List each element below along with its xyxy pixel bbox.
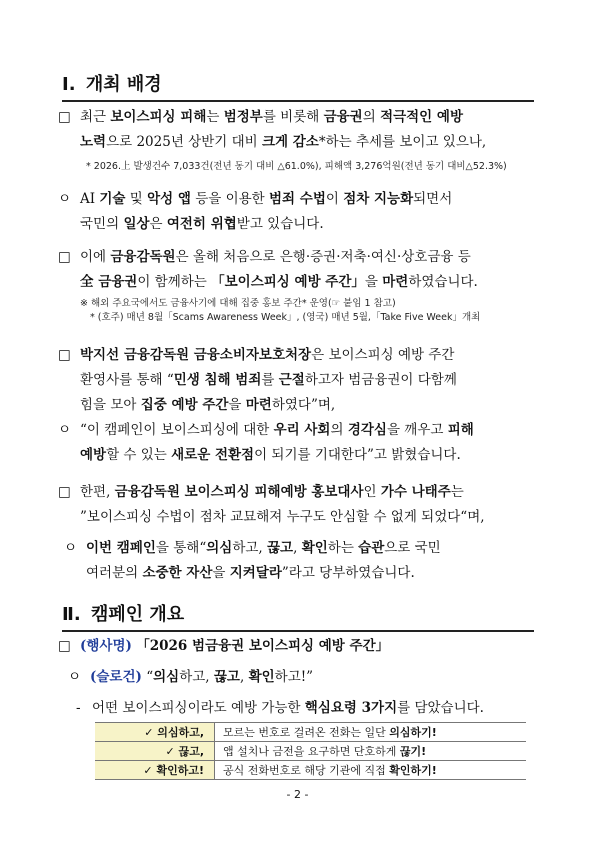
paragraph-recent-decline: □ 최근 보이스피싱 피해는 범정부를 비롯해 금융권의 적극적인 예방 노력으로 2025년 상반기 대비 크게 감소*하는 추세를 보이고 있으나, [58, 105, 538, 155]
tip-key: ✓ 확인하고! [95, 761, 215, 780]
paragraph-prevention-week: □ 이에 금융감독원은 올해 처음으로 은행·증권·저축·여신·상호금융 등 全 금융권이 함께하는 「보이스피싱 예방 주간」을 마련하였습니다. [58, 245, 538, 295]
tip-value: 앱 설치나 금전을 요구하면 단호하게 끊기! [215, 742, 527, 761]
paragraph-event-name: □ (행사명) 「2026 범금융권 보이스피싱 예방 주간」 [58, 634, 538, 659]
tip-key: ✓ 끊고, [95, 742, 215, 761]
tip-value: 공식 전화번호로 해당 기관에 직접 확인하기! [215, 761, 527, 780]
section-heading-background [62, 70, 534, 102]
section-number: Ⅱ. [62, 604, 81, 625]
circle-bullet-icon: ㅇ [58, 191, 72, 207]
dash-bullet-icon: - [76, 700, 81, 716]
event-name-label: (행사명) [80, 638, 132, 654]
footnote-overseas: ※ 해외 주요국에서도 금융사기에 대해 집중 홍보 주간* 운영(☞ 붙임 1 참고) [80, 298, 396, 309]
section-title: 캠페인 개요 [90, 604, 185, 625]
paragraph-campaign-hope: ㅇ “이 캠페인이 보이스피싱에 대한 우리 사회의 경각심을 깨우고 피해 예방할 수 있는 새로운 전환점이 되기를 기대한다”고 밝혔습니다. [58, 418, 538, 468]
footnote-statistics: * 2026.上 발생건수 7,033건(전년 동기 대비 △61.0%), 피해액 3,276억원(전년 동기 대비△52.3%) [86, 161, 507, 172]
circle-bullet-icon: ㅇ [58, 422, 72, 438]
tips-table [95, 722, 526, 780]
square-bullet-icon: □ [58, 249, 71, 265]
page-number: - 2 - [286, 788, 309, 801]
square-bullet-icon: □ [58, 347, 71, 363]
slogan-label: (슬로건) [90, 669, 142, 685]
footnote-examples: * (호주) 매년 8월「Scams Awareness Week」, (영국) 매년 5월,「Take Five Week」개최 [90, 312, 481, 323]
square-bullet-icon: □ [58, 109, 71, 125]
paragraph-ai-threat: ㅇ AI 기술 및 악성 앱 등을 이용한 범죄 수법이 점차 지능화되면서 국민의 일상은 여전히 위협받고 있습니다. [58, 187, 538, 237]
tip-key: ✓ 의심하고, [95, 723, 215, 742]
paragraph-welcome-speech: □ 박지선 금융감독원 금융소비자보호처장은 보이스피싱 예방 주간 환영사를 통해 “민생 침해 범죄를 근절하고자 범금융권이 다함께 힘을 모아 집중 예방 주간을 마련하였다”며, [58, 343, 538, 418]
paragraph-ambassador: □ 한편, 금융감독원 보이스피싱 피해예방 홍보대사인 가수 나태주는 ”보이스피싱 수법이 점차 교묘해져 누구도 안심할 수 없게 되었다“며, [58, 480, 538, 530]
table-row [95, 761, 526, 780]
table-row [95, 742, 526, 761]
circle-bullet-icon: ㅇ [64, 540, 78, 556]
section-title: 개최 배경 [85, 74, 162, 95]
tip-value: 모르는 번호로 걸려온 전화는 일단 의심하기! [215, 723, 527, 742]
square-bullet-icon: □ [58, 638, 71, 654]
circle-bullet-icon: ㅇ [68, 669, 82, 685]
table-row [95, 723, 526, 742]
section-heading-overview [62, 600, 534, 632]
square-bullet-icon: □ [58, 484, 71, 500]
paragraph-slogan: ㅇ (슬로건) “의심하고, 끊고, 확인하고!” [68, 665, 548, 690]
paragraph-habit: ㅇ 이번 캠페인을 통해“의심하고, 끊고, 확인하는 습관으로 국민 여러분의 소중한 자산을 지켜달라”라고 당부하였습니다. [64, 536, 544, 586]
section-number: Ⅰ. [62, 74, 76, 95]
paragraph-core-tips: - 어떤 보이스피싱이라도 예방 가능한 핵심요령 3가지를 담았습니다. [76, 696, 556, 721]
